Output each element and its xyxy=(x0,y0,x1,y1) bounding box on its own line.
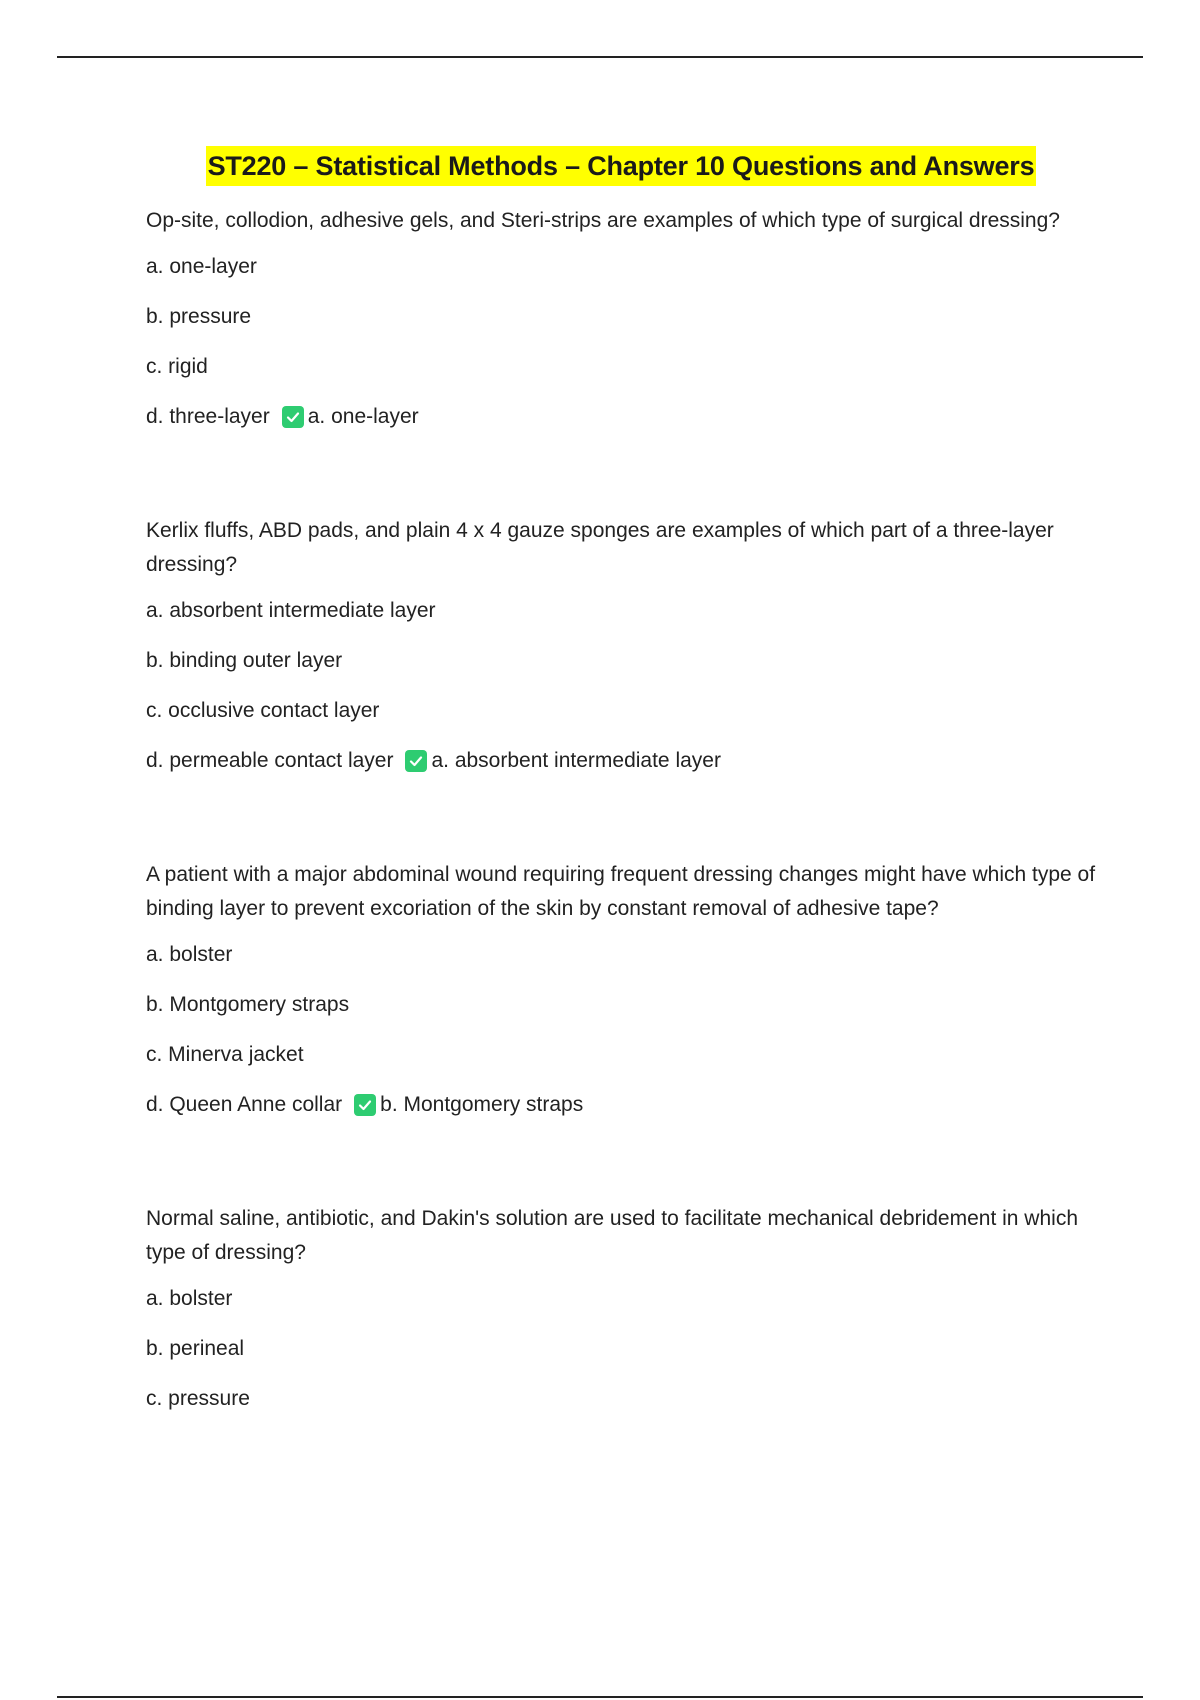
option-d-with-answer xyxy=(146,404,1096,430)
option-b: b. Montgomery straps xyxy=(146,993,350,1016)
option-b: b. binding outer layer xyxy=(146,649,343,672)
question-block-3 xyxy=(146,858,1096,1118)
answer-text: a. absorbent intermediate layer xyxy=(431,749,721,772)
option-a: a. bolster xyxy=(146,1287,233,1310)
option-c: c. Minerva jacket xyxy=(146,1043,304,1066)
option-d: d. three-layer xyxy=(146,405,270,428)
document-title: ST220 – Statistical Methods – Chapter 10 Questions and Answers xyxy=(206,146,1037,186)
question-prompt: A patient with a major abdominal wound requiring frequent dressing changes might have which type of binding layer to prevent excoriation of the skin by constant removal of adhesive tape? xyxy=(146,863,1096,920)
question-block-1 xyxy=(146,204,1096,430)
top-rule xyxy=(57,56,1143,58)
document-page xyxy=(146,146,1096,1436)
title-wrap xyxy=(146,146,1096,186)
answer-text: a. one-layer xyxy=(307,405,419,428)
question-prompt: Normal saline, antibiotic, and Dakin's solution are used to facilitate mechanical debridement in which type of dressing? xyxy=(146,1207,1078,1264)
question-block-4 xyxy=(146,1202,1096,1412)
option-d: d. permeable contact layer xyxy=(146,749,394,772)
answer-text: b. Montgomery straps xyxy=(380,1093,584,1116)
option-c: c. occlusive contact layer xyxy=(146,699,380,722)
check-mark-icon xyxy=(405,750,427,772)
option-d-with-answer xyxy=(146,1092,1096,1118)
option-b: b. pressure xyxy=(146,305,252,328)
option-a: a. one-layer xyxy=(146,255,257,278)
option-d-with-answer xyxy=(146,748,1096,774)
question-block-2 xyxy=(146,514,1096,774)
question-prompt: Op-site, collodion, adhesive gels, and Steri-strips are examples of which type of surgical dressing? xyxy=(146,209,1060,232)
bottom-rule xyxy=(57,1696,1143,1698)
option-d: d. Queen Anne collar xyxy=(146,1093,343,1116)
option-a: a. absorbent intermediate layer xyxy=(146,599,436,622)
option-c: c. rigid xyxy=(146,355,208,378)
option-a: a. bolster xyxy=(146,943,233,966)
check-mark-icon xyxy=(354,1094,376,1116)
option-b: b. perineal xyxy=(146,1337,245,1360)
question-prompt: Kerlix fluffs, ABD pads, and plain 4 x 4 gauze sponges are examples of which part of a three-layer dressing? xyxy=(146,519,1054,576)
check-mark-icon xyxy=(282,406,304,428)
option-c: c. pressure xyxy=(146,1387,250,1410)
